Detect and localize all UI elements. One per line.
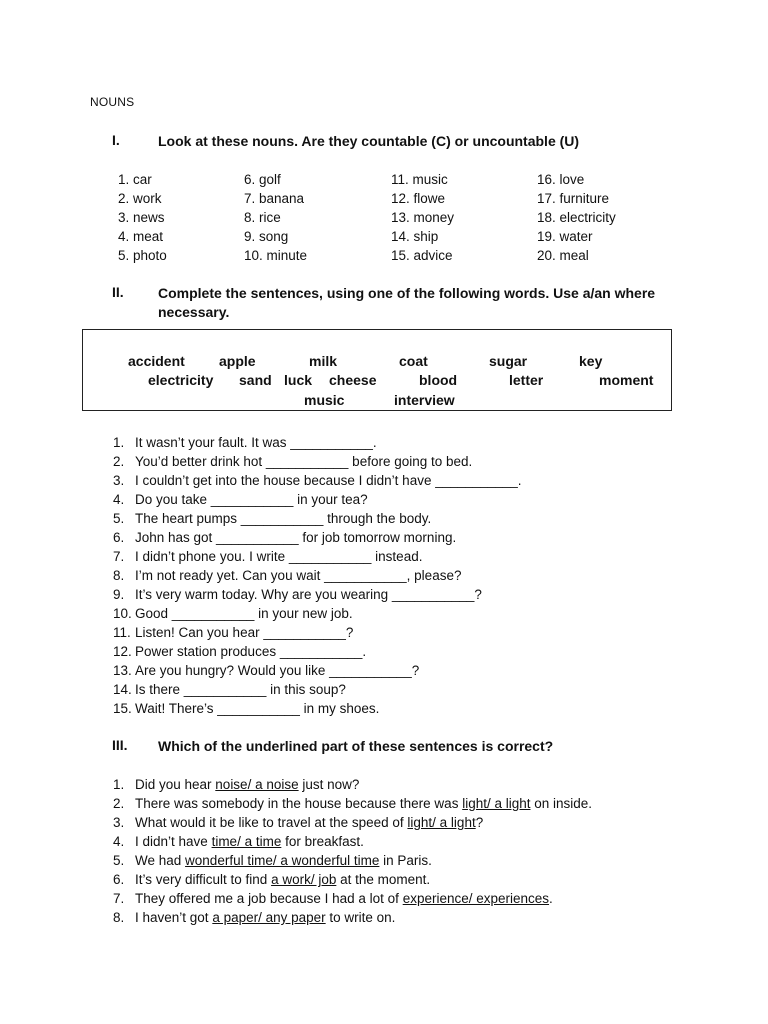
word-bank-word: moment <box>599 372 654 388</box>
noun-item: 18. electricity <box>537 210 616 225</box>
item-number: 6. <box>113 872 125 887</box>
noun-item: 6. golf <box>244 172 281 187</box>
noun-item: 3. news <box>118 210 165 225</box>
noun-item: 8. rice <box>244 210 281 225</box>
noun-column-1 <box>118 170 167 265</box>
item-number: 9. <box>113 587 125 602</box>
word-bank-box <box>82 329 672 411</box>
sentence-text: You’d better drink hot ___________ before going to bed. <box>135 454 473 469</box>
noun-item: 14. ship <box>391 229 439 244</box>
sentence-suffix: at the moment. <box>336 872 431 887</box>
word-bank-word: key <box>579 353 603 369</box>
item-number: 13. <box>113 663 132 678</box>
noun-item: 11. music <box>391 172 448 187</box>
noun-column-3 <box>391 170 454 265</box>
sentence-prefix: I didn’t have <box>135 834 212 849</box>
item-number: 6. <box>113 530 125 545</box>
word-bank-word: accident <box>128 353 185 369</box>
item-number: 3. <box>113 815 125 830</box>
sentence-suffix: ? <box>475 815 484 830</box>
noun-item: 9. song <box>244 229 289 244</box>
word-bank-word: sand <box>239 372 272 388</box>
noun-item: 16. love <box>537 172 585 187</box>
sentence-text: Good ___________ in your new job. <box>135 606 353 621</box>
sentence-text <box>135 794 592 813</box>
item-number: 11. <box>113 625 131 640</box>
sentence-prefix: We had <box>135 853 186 868</box>
noun-item: 19. water <box>537 229 593 244</box>
item-number: 4. <box>113 834 125 849</box>
sentence-suffix: . <box>549 891 553 906</box>
item-number: 1. <box>113 435 125 450</box>
sentence-text <box>135 832 364 851</box>
sentence-text: John has got ___________ for job tomorrow morning. <box>135 530 457 545</box>
section-2-number: II. <box>112 284 124 300</box>
underlined-choice: experience/ experiences <box>402 891 550 906</box>
item-number: 2. <box>113 796 125 811</box>
section-3-number: III. <box>112 737 128 753</box>
word-bank-word: cheese <box>329 372 377 388</box>
noun-item: 1. car <box>118 172 152 187</box>
noun-item: 5. photo <box>118 248 167 263</box>
noun-item: 12. flowe <box>391 191 446 206</box>
sentence-prefix: There was somebody in the house because there was <box>135 796 463 811</box>
noun-item: 15. advice <box>391 248 453 263</box>
sentence-text: The heart pumps ___________ through the body. <box>135 511 432 526</box>
item-number: 8. <box>113 910 125 925</box>
underlined-choice: noise/ a noise <box>215 777 299 792</box>
sentence-prefix: It’s very difficult to find <box>135 872 272 887</box>
sentence-text <box>135 908 395 927</box>
sentence-suffix: in Paris. <box>379 853 432 868</box>
noun-item: 2. work <box>118 191 162 206</box>
word-bank-word: sugar <box>489 353 528 369</box>
item-number: 3. <box>113 473 125 488</box>
word-bank-word: interview <box>394 392 455 408</box>
sentence-text: I couldn’t get into the house because I didn’t have ___________. <box>135 473 522 488</box>
word-bank-word: letter <box>509 372 544 388</box>
sentence-suffix: just now? <box>298 777 360 792</box>
item-number: 15. <box>113 701 132 716</box>
item-number: 1. <box>113 777 125 792</box>
item-number: 5. <box>113 853 125 868</box>
underlined-choice: time/ a time <box>211 834 282 849</box>
underlined-choice: a paper/ any paper <box>212 910 326 925</box>
noun-column-2 <box>244 170 307 265</box>
sentence-prefix: I haven’t got <box>135 910 213 925</box>
sentence-prefix: What would it be like to travel at the speed of <box>135 815 408 830</box>
sentence-text: It’s very warm today. Why are you wearing ___________? <box>135 587 482 602</box>
underlined-choice: light/ a light <box>407 815 476 830</box>
noun-item: 4. meat <box>118 229 164 244</box>
sentence-text <box>135 813 483 832</box>
sentence-text <box>135 775 359 794</box>
word-bank-word: apple <box>219 353 256 369</box>
noun-column-4 <box>537 170 616 265</box>
sentence-text: Is there ___________ in this soup? <box>135 682 346 697</box>
underlined-choice: light/ a light <box>462 796 531 811</box>
item-number: 7. <box>113 549 125 564</box>
item-number: 7. <box>113 891 125 906</box>
word-bank-word: luck <box>284 372 313 388</box>
sentence-prefix: Did you hear <box>135 777 216 792</box>
page-title: NOUNS <box>90 95 135 109</box>
word-bank-word: coat <box>399 353 428 369</box>
sentence-text: Wait! There’s ___________ in my shoes. <box>135 701 380 716</box>
noun-item: 10. minute <box>244 248 308 263</box>
section-2-title-line-2: necessary. <box>158 304 230 320</box>
sentence-text: Do you take ___________ in your tea? <box>135 492 368 507</box>
sentence-prefix: They offered me a job because I had a lot of <box>135 891 403 906</box>
item-number: 5. <box>113 511 125 526</box>
sentence-suffix: to write on. <box>325 910 396 925</box>
sentence-text <box>135 851 432 870</box>
item-number: 12. <box>113 644 132 659</box>
section-2-title-line-1: Complete the sentences, using one of the following words. Use a/an where <box>158 285 656 301</box>
noun-item: 17. furniture <box>537 191 610 206</box>
item-number: 2. <box>113 454 125 469</box>
sentence-text: I’m not ready yet. Can you wait ___________, please? <box>135 568 462 583</box>
sentence-text: Power station produces ___________. <box>135 644 367 659</box>
sentence-text: It wasn’t your fault. It was ___________. <box>135 435 377 450</box>
sentence-suffix: for breakfast. <box>281 834 364 849</box>
underlined-choice: a work/ job <box>271 872 337 887</box>
sentence-suffix: on inside. <box>530 796 593 811</box>
item-number: 4. <box>113 492 125 507</box>
section-1-title: Look at these nouns. Are they countable (C) or uncountable (U) <box>158 133 580 149</box>
word-bank-word: music <box>304 392 345 408</box>
underlined-choice: wonderful time/ a wonderful time <box>185 853 380 868</box>
item-number: 10. <box>113 606 132 621</box>
sentence-text: Listen! Can you hear ___________? <box>135 625 354 640</box>
word-bank-word: electricity <box>148 372 214 388</box>
word-bank-word: blood <box>419 372 458 388</box>
noun-item: 13. money <box>391 210 455 225</box>
section-1-number: I. <box>112 132 120 148</box>
item-number: 8. <box>113 568 125 583</box>
sentence-text <box>135 870 430 889</box>
word-bank-word: milk <box>309 353 338 369</box>
noun-item: 7. banana <box>244 191 305 206</box>
sentence-text <box>135 889 553 908</box>
item-number: 14. <box>113 682 132 697</box>
sentence-text: I didn’t phone you. I write ___________ instead. <box>135 549 423 564</box>
section-3-title: Which of the underlined part of these sentences is correct? <box>158 738 554 754</box>
noun-item: 20. meal <box>537 248 589 263</box>
sentence-text: Are you hungry? Would you like ___________? <box>135 663 420 678</box>
